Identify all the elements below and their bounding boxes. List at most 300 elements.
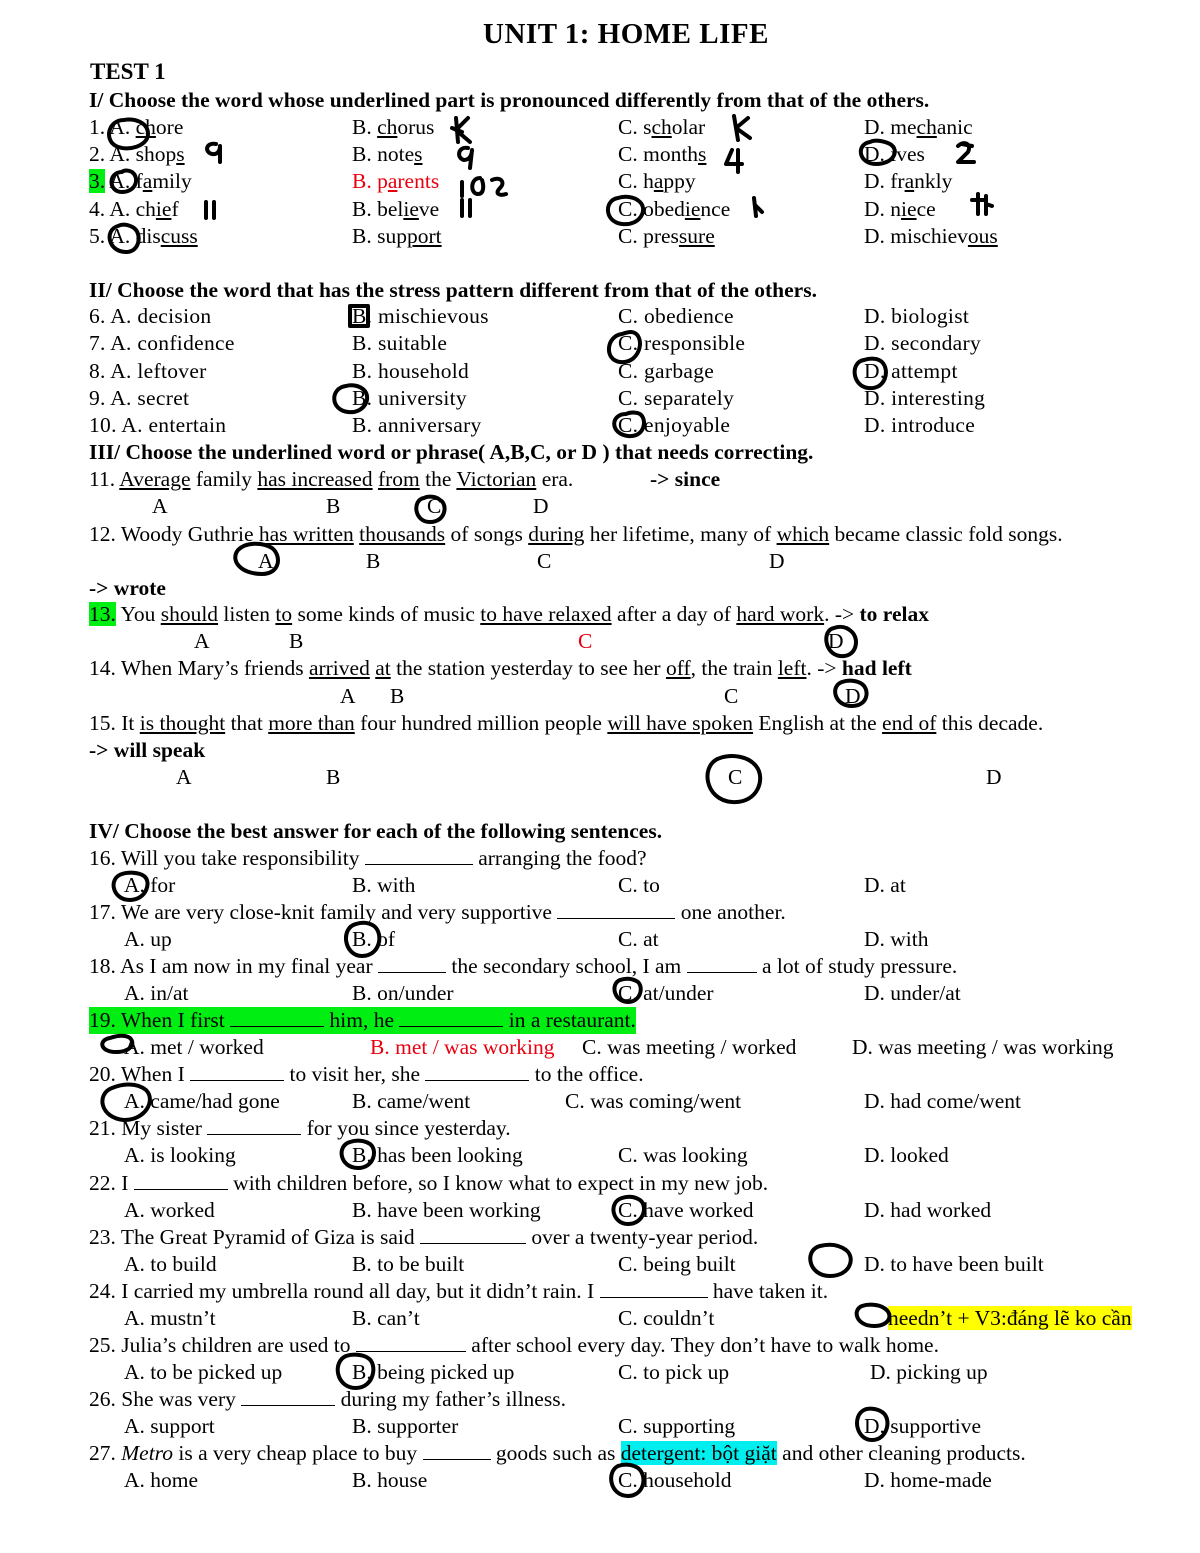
question-option-d: D. interesting: [864, 386, 986, 410]
option-text: C. month: [618, 142, 699, 166]
section-2-heading-text: II/ Choose the word that has the stress pattern different from that of the others.: [89, 278, 817, 302]
question-stem: arranging the food?: [478, 846, 647, 870]
question-option-d: D. introduce: [864, 413, 976, 437]
answer-blank: [365, 846, 473, 865]
option-c-text: C. was coming/went: [565, 1089, 742, 1113]
answer-blank: [134, 1171, 228, 1190]
q5-option-b: [352, 223, 442, 250]
question-stem: over a twenty-year period.: [531, 1225, 759, 1249]
question-option-b: B. suitable: [352, 331, 448, 355]
underlined-part: ie: [403, 197, 419, 221]
q14-option-a-text: arrived: [308, 656, 370, 680]
q3-option-d: [864, 168, 952, 195]
underlined-part: ch: [135, 115, 156, 139]
underlined-part: ch: [377, 115, 398, 139]
option-text: B. note: [352, 142, 415, 166]
q1-option-a: [89, 114, 183, 141]
question-2: [0, 141, 1200, 168]
option-b: [352, 1359, 514, 1386]
question-number: 2.: [89, 142, 106, 166]
option-a-text: A. to be picked up: [124, 1360, 283, 1384]
question-18-options: [0, 980, 1200, 1007]
option-a: [124, 980, 189, 1007]
question-stem: during my father’s illness.: [340, 1387, 566, 1411]
question-26-options: [0, 1413, 1200, 1440]
option-a-text: A. is looking: [124, 1143, 236, 1167]
section-1-heading-text: I/ Choose the word whose underlined part is pronounced differently from that of the others.: [89, 88, 930, 112]
question-16-options: [0, 872, 1200, 899]
q5-option-a: [89, 223, 198, 250]
question-9: [0, 385, 1200, 412]
underlined-part: cuss: [160, 224, 198, 248]
option-c: [618, 1197, 754, 1224]
option-a: [124, 1034, 264, 1061]
option-text: ppy: [663, 169, 696, 193]
option-a: [124, 1088, 280, 1115]
q12-letter-c: C: [537, 549, 552, 573]
q12-letter-d: D: [769, 549, 785, 573]
question-stem: 26. She was very: [89, 1387, 236, 1411]
question-4: [0, 196, 1200, 223]
question-stem: after school every day. They don’t have to walk home.: [471, 1333, 939, 1357]
question-option-c: C. garbage: [618, 359, 715, 383]
option-d: [864, 926, 929, 953]
option-text: f: [171, 197, 179, 221]
question-27: [0, 1440, 1200, 1467]
question-26: [0, 1386, 1200, 1413]
underlined-part: s: [414, 142, 423, 166]
option-c: [618, 980, 714, 1007]
question-17-options: [0, 926, 1200, 953]
answer-note: needn’t + V3:đáng lẽ ko cần: [888, 1306, 1132, 1330]
question-16: [0, 845, 1200, 872]
option-text: nkly: [914, 169, 953, 193]
question-option-b: B. household: [352, 359, 470, 383]
underlined-part: a: [142, 169, 153, 193]
option-letter: A.: [109, 169, 131, 193]
option-d-text: D. home-made: [864, 1468, 992, 1492]
option-text: B. sup: [352, 224, 407, 248]
option-c: [618, 872, 660, 899]
question-stem: 16. Will you take responsibility: [89, 846, 360, 870]
option-d-text: D. was meeting / was working: [852, 1035, 1114, 1059]
q14-option-b-text: at: [375, 656, 391, 680]
option-b: [352, 1305, 420, 1332]
answer-blank: [190, 1062, 284, 1081]
option-d: [864, 1467, 992, 1494]
q4-option-b: [352, 196, 439, 223]
option-c-text: C. to pick up: [618, 1360, 730, 1384]
q2-option-a: [89, 141, 185, 168]
q14-option-d-text: left: [777, 656, 807, 680]
question-stem: 19. When I first: [89, 1008, 225, 1032]
question-option-a: 6. A. decision: [89, 304, 212, 328]
question-option-d: D. attempt: [864, 359, 958, 383]
option-a: [124, 1251, 217, 1278]
q13-letter-d: D: [828, 629, 844, 653]
option-a-text: A. came/had gone: [124, 1089, 280, 1113]
option-d-text: D. had worked: [864, 1198, 992, 1222]
option-b-text: B. have been working: [352, 1198, 541, 1222]
option-text: ore: [155, 115, 184, 139]
option-c: [618, 1251, 736, 1278]
option-d: [864, 872, 906, 899]
q13-text: You: [115, 602, 161, 626]
question-13: [0, 601, 1200, 628]
question-stem: 25. Julia’s children are used to: [89, 1333, 351, 1357]
option-d: [870, 1359, 988, 1386]
option-b-text: B. house: [352, 1468, 428, 1492]
question-stem: is a very cheap place to buy: [173, 1441, 418, 1465]
question-number: 3.: [89, 169, 106, 193]
option-text: dis: [135, 224, 161, 248]
section-3-heading: [0, 439, 1200, 466]
q15-correction-row: [0, 737, 1200, 764]
option-c-text: C. was meeting / worked: [582, 1035, 797, 1059]
q12-text: her lifetime, many of: [584, 522, 777, 546]
q14-option-c-text: off: [665, 656, 691, 680]
option-d-text: D. to have been built: [864, 1252, 1044, 1276]
option-c: [582, 1034, 796, 1061]
q14-letters: [0, 683, 1200, 710]
q12-letter-b: B: [366, 549, 381, 573]
option-b-text: B. has been looking: [352, 1143, 523, 1167]
q12-option-a-text: has written: [258, 522, 354, 546]
answer-blank: [425, 1062, 529, 1081]
option-b: [352, 1413, 458, 1440]
option-c: [618, 1467, 731, 1494]
question-5: [0, 223, 1200, 250]
question-27-text: [89, 1440, 1026, 1467]
option-a: [124, 1142, 236, 1169]
option-text: rents: [397, 169, 440, 193]
option-a: [124, 1305, 216, 1332]
option-letter: A.: [109, 115, 131, 139]
option-b: [352, 1197, 541, 1224]
q13-option-d-text: hard work: [736, 602, 825, 626]
question-stem: have taken it.: [712, 1279, 829, 1303]
question-option-c: C. separately: [618, 386, 735, 410]
option-b-text: B. can’t: [352, 1306, 420, 1330]
question-number: 27.: [89, 1441, 122, 1465]
question-8: [0, 358, 1200, 385]
question-18: [0, 953, 1200, 980]
question-number: 1.: [89, 115, 106, 139]
underlined-part: s: [698, 142, 707, 166]
option-b: [352, 1251, 464, 1278]
q11-option-c-text: from: [377, 467, 420, 491]
option-c-text: C. to: [618, 873, 660, 897]
answer-blank: [557, 900, 675, 919]
option-text: D. n: [864, 197, 902, 221]
question-25-options: [0, 1359, 1200, 1386]
question-3: [0, 168, 1200, 195]
q15-option-d-text: end of: [882, 711, 937, 735]
q15-text: this decade.: [936, 711, 1044, 735]
option-a: [124, 1197, 215, 1224]
q3-option-c: [618, 168, 696, 195]
q1-option-c: [618, 114, 705, 141]
question-23: [0, 1224, 1200, 1251]
question-option-b: B. anniversary: [352, 413, 482, 437]
option-text: shop: [135, 142, 177, 166]
option-text: C. pres: [618, 224, 679, 248]
option-d-text: D. looked: [864, 1143, 949, 1167]
q11-text: the: [419, 467, 457, 491]
question-stem: to visit her, she: [289, 1062, 420, 1086]
option-b-text: B. to be built: [352, 1252, 465, 1276]
question-22-text: [89, 1170, 768, 1197]
q12-text: 12. Woody Guthrie: [89, 522, 259, 546]
q13-option-a-text: should: [160, 602, 219, 626]
question-19-text: [89, 1007, 636, 1034]
question-20: [0, 1061, 1200, 1088]
option-d: [888, 1305, 1132, 1332]
question-stem: the secondary school, I am: [451, 954, 682, 978]
option-a-text: A. in/at: [124, 981, 189, 1005]
question-option-a: 10. A. entertain: [89, 413, 227, 437]
q4-option-a: [89, 196, 179, 223]
q13-letters: [0, 628, 1200, 655]
q14-text: , the train: [690, 656, 778, 680]
option-a-text: A. home: [124, 1468, 199, 1492]
option-text: C. obed: [618, 197, 685, 221]
q12-option-c-text: during: [528, 522, 585, 546]
q14-letter-c: C: [724, 684, 739, 708]
option-text: ce: [916, 197, 936, 221]
question-stem: 23. The Great Pyramid of Giza is said: [89, 1225, 415, 1249]
question-stem: goods such as: [495, 1441, 616, 1465]
question-stem: one another.: [680, 900, 786, 924]
option-d: [864, 1088, 1021, 1115]
option-b: [352, 1467, 427, 1494]
option-text: olar: [671, 115, 706, 139]
q14-letter-b: B: [390, 684, 405, 708]
question-option-c: C. responsible: [618, 331, 746, 355]
option-b: [352, 926, 395, 953]
q15-text: that: [225, 711, 269, 735]
question-stem: with children before, so I know what to expect in my new job.: [233, 1171, 769, 1195]
option-text: anic: [936, 115, 973, 139]
question-stem: 21. My sister: [89, 1116, 202, 1140]
option-c-text: C. have worked: [618, 1198, 754, 1222]
q13-text: listen: [218, 602, 276, 626]
option-text: mily: [152, 169, 192, 193]
q15-text: four hundred million people: [354, 711, 608, 735]
q15-letter-c: C: [728, 765, 743, 789]
q13-option-c-text: to have relaxed: [480, 602, 612, 626]
option-c: [618, 1413, 735, 1440]
option-c-text: C. at: [618, 927, 659, 951]
question-option-a: 8. A. leftover: [89, 359, 207, 383]
question-22: [0, 1170, 1200, 1197]
q14-letter-a: A: [340, 684, 356, 708]
question-19-options: [0, 1034, 1200, 1061]
q13-text: some kinds of music: [292, 602, 481, 626]
option-text: ives: [890, 142, 925, 166]
option-text: B. p: [352, 169, 388, 193]
question-stem: 22. I: [89, 1171, 129, 1195]
option-text: ve: [418, 197, 440, 221]
question-7: [0, 330, 1200, 357]
q1-option-b: [352, 114, 434, 141]
option-c-text: C. supporting: [618, 1414, 736, 1438]
answer-blank: [241, 1387, 335, 1406]
option-b-text: B. of: [352, 927, 395, 951]
option-d: [852, 1034, 1114, 1061]
option-c-text: C. being built: [618, 1252, 736, 1276]
question-italic-word: Metro: [121, 1441, 173, 1465]
q14-correction: had left: [841, 656, 912, 680]
answer-blank: [687, 954, 757, 973]
q11-letters: [0, 493, 1200, 520]
question-option-c: C. enjoyable: [618, 413, 731, 437]
q13-number: 13.: [89, 602, 116, 626]
q11-option-b-text: has increased: [257, 467, 373, 491]
answer-blank: [356, 1333, 466, 1352]
q5-option-d: [864, 223, 998, 250]
q12-letters: [0, 548, 1200, 575]
q12-text: of songs: [445, 522, 529, 546]
option-text: ch: [135, 197, 156, 221]
question-22-options: [0, 1197, 1200, 1224]
question-12: [0, 521, 1200, 548]
question-option-d: D. secondary: [864, 331, 982, 355]
option-a: [124, 872, 175, 899]
option-b: [352, 1142, 523, 1169]
q15-letters: [0, 764, 1200, 791]
option-b: [352, 872, 415, 899]
question-stem: to the office.: [534, 1062, 644, 1086]
question-option-c: C. obedience: [618, 304, 734, 328]
option-a-text: A. worked: [124, 1198, 215, 1222]
option-text: B. bel: [352, 197, 404, 221]
question-21-text: [89, 1115, 511, 1142]
answer-blank: [423, 1441, 491, 1460]
section-1-heading: [0, 87, 1200, 114]
q1-option-d: [864, 114, 973, 141]
q2-option-b: [352, 141, 422, 168]
question-stem: 17. We are very close-knit family and very supportive: [89, 900, 552, 924]
option-c-text: C. was looking: [618, 1143, 748, 1167]
q15-letter-b: B: [326, 765, 341, 789]
q4-option-c: [618, 196, 730, 223]
section-3-heading-text: III/ Choose the underlined word or phrase( A,B,C, or D ) that needs correcting.: [89, 440, 814, 464]
q3-option-b: [352, 168, 439, 195]
underlined-part: port: [406, 224, 442, 248]
option-a: [124, 1413, 215, 1440]
option-text: D. fr: [864, 169, 905, 193]
question-26-text: [89, 1386, 566, 1413]
option-letter: A.: [109, 142, 131, 166]
question-16-text: [89, 845, 647, 872]
q12-correction-row: [0, 575, 1200, 602]
q11-option-a-text: Average: [119, 467, 191, 491]
page-title: UNIT 1: HOME LIFE: [483, 18, 769, 50]
q13-option-b-text: to: [275, 602, 293, 626]
option-b-text: B. supporter: [352, 1414, 459, 1438]
q14-letter-d: D: [845, 684, 861, 708]
q11-text: family: [190, 467, 258, 491]
underlined-part: a: [904, 169, 915, 193]
option-b-text: B. came/went: [352, 1089, 471, 1113]
question-1: [0, 114, 1200, 141]
question-stem: 24. I carried my umbrella round all day, but it didn’t rain. I: [89, 1279, 595, 1303]
q11-correction: -> since: [650, 467, 721, 491]
q15-option-b-text: more than: [268, 711, 355, 735]
q11-letter-b: B: [326, 494, 341, 518]
answer-blank: [207, 1116, 301, 1135]
option-text: C. h: [618, 169, 654, 193]
option-text: D. me: [864, 115, 917, 139]
answer-blank: [230, 1008, 324, 1027]
q15-text: 15. It: [89, 711, 140, 735]
section-4-heading-text: IV/ Choose the best answer for each of the following sentences.: [89, 819, 663, 843]
q14-text: 14. When Mary’s friends: [89, 656, 309, 680]
question-18-text: [89, 953, 957, 980]
underlined-part: ie: [684, 197, 701, 221]
question-23-text: [89, 1224, 758, 1251]
question-23-options: [0, 1251, 1200, 1278]
question-stem: a lot of study pressure.: [762, 954, 958, 978]
question-stem: 18. As I am now in my final year: [89, 954, 373, 978]
question-27-options: [0, 1467, 1200, 1494]
option-a-text: A. support: [124, 1414, 215, 1438]
underlined-part: a: [387, 169, 398, 193]
question-stem: in a restaurant.: [508, 1008, 636, 1032]
question-20-text: [89, 1061, 644, 1088]
question-stem: for you since yesterday.: [306, 1116, 511, 1140]
question-option-a: 9. A. secret: [89, 386, 190, 410]
option-a-text: A. mustn’t: [124, 1306, 216, 1330]
question-17: [0, 899, 1200, 926]
question-24: [0, 1278, 1200, 1305]
option-d-text: D. picking up: [870, 1360, 988, 1384]
underlined-part: ch: [651, 115, 672, 139]
option-a: [124, 926, 172, 953]
q13-text: after a day of: [611, 602, 737, 626]
question-17-text: [89, 899, 786, 926]
option-d-text: D. at: [864, 873, 906, 897]
option-letter: A.: [109, 224, 131, 248]
underlined-part: s: [176, 142, 185, 166]
q5-option-c: [618, 223, 715, 250]
answer-blank: [399, 1008, 503, 1027]
option-b-text: B. with: [352, 873, 416, 897]
option-a-text: A. for: [124, 873, 176, 897]
highlighted-note: detergent: bột giặt: [620, 1441, 777, 1465]
question-stem: 20. When I: [89, 1062, 185, 1086]
q13-letter-c: C: [578, 629, 593, 653]
question-25: [0, 1332, 1200, 1359]
answer-blank: [600, 1279, 708, 1298]
option-c: [618, 1142, 748, 1169]
question-20-options: [0, 1088, 1200, 1115]
option-b-text: B. on/under: [352, 981, 454, 1005]
option-a: [124, 1467, 198, 1494]
option-text: orus: [397, 115, 435, 139]
question-14: [0, 655, 1200, 682]
option-b: [352, 980, 454, 1007]
question-option-d: D. biologist: [864, 304, 970, 328]
q12-correction: -> wrote: [89, 576, 166, 600]
option-d-text: D. supportive: [864, 1414, 982, 1438]
question-21-options: [0, 1142, 1200, 1169]
option-text: nce: [700, 197, 731, 221]
q12-option-b-text: thousands: [359, 522, 446, 546]
q12-option-d-text: which: [776, 522, 830, 546]
underlined-part: ie: [901, 197, 917, 221]
